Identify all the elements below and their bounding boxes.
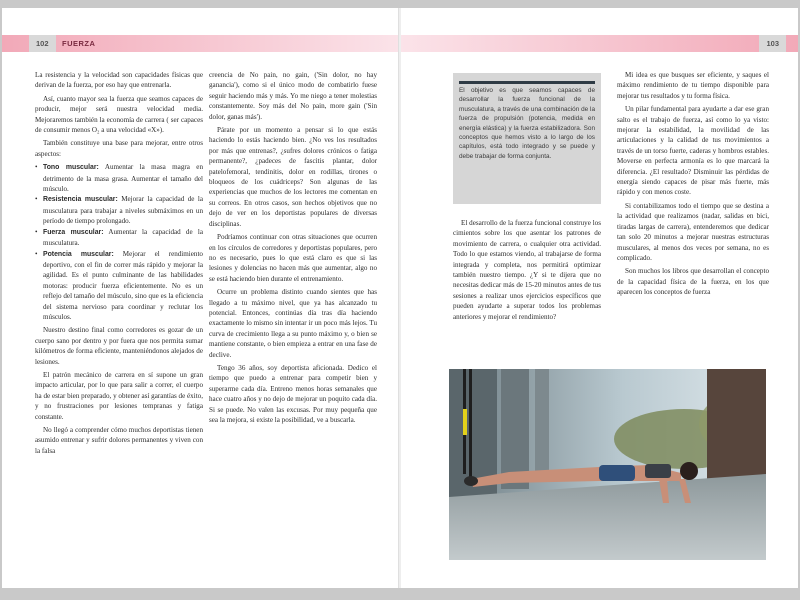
right-page: [401, 8, 798, 588]
list-term: Fuerza muscular:: [43, 228, 104, 236]
paragraph: Mi idea es que busques ser eficiente, y saques el máximo rendimiento de tu tiempo disponible para mejorar tus resultados y tu forma física.: [617, 71, 769, 100]
bullet-list: [35, 162, 203, 322]
right-page-number: 103: [759, 35, 786, 52]
paragraph: No llegó a comprender cómo muchos deportistas tienen asumido entrenar y sufrir dolores permanentes y viven con la falsa: [35, 426, 203, 455]
left-header-band: [2, 35, 399, 52]
left-column-2: [209, 70, 377, 428]
list-term: Resistencia muscular:: [43, 196, 118, 204]
paragraph: El desarrollo de la fuerza funcional construye los cimientos sobre los que asentar los patrones de movimiento de carrera, o cualquier otra actividad. Todo lo que estamos viendo, al trabajarse de forma integrada y completa, nos permitirá optimizar también nuestro tiempo. ¿Y si te dijera que no necesitas dedicar más de 15-20 minutos antes de tus sesiones a realizar unos ejercicios específicos que pueden ayudarte a superar todos los problemas anteriores y mejorar el rendimiento?: [453, 219, 601, 321]
paragraph: Párate por un momento a pensar si lo que estás haciendo lo estás haciendo bien. ¿No ves los resultados por más que entrenas?, ¿sufres dolores crónicos o fatiga permanente?, ¿padeces de fascitis plantar, dolor patelofemoral, tendinitis, dolor en rodillas, tirones o bloqueos de los cuádriceps? Son algunas de las experiencias que muchos de los lectores me comentan en su correos. En otros casos, son hechos objetivos que no dejo de ver en los deportistas populares de diversas disciplinas.: [209, 126, 377, 228]
paragraph: El patrón mecánico de carrera en sí supone un gran impacto articular, por lo que para salir a correr, el cuerpo ha de estar bien preparado, y obtener así garantías de éxito, y no frustraciones por lesiones tempranas y fatiga constante.: [35, 370, 203, 421]
section-title: FUERZA: [62, 39, 96, 48]
paragraph: Ocurre un problema distinto cuando sientes que has llegado a tu máximo nivel, que ya has alcanzado tu potencial. Entonces, continúas día tras día haciendo exactamente lo mismo sin intentar ir un poco más lejos. Tu curva de crecimiento llega a su punto máximo y, o bien se mantiene constante, o bien empieza a entrar en una fase de declive.: [209, 288, 377, 359]
list-item: [35, 227, 203, 249]
list-text: Aumentar la capacidad de la musculatura.: [43, 227, 203, 248]
paragraph: También constituye una base para mejorar, entre otros aspectos:: [35, 139, 203, 158]
paragraph: Podríamos continuar con otras situaciones que ocurren en los círculos de corredores y deportistas populares, pero no es necesario, pues lo que está claro es que si las lesiones y dolencias no hacen más que aumentar, algo no se está haciendo bien durante el entrenamiento.: [209, 233, 377, 283]
callout-box: [453, 73, 601, 204]
list-item: [35, 162, 203, 194]
left-page-number: 102: [29, 35, 56, 52]
right-column-1: [453, 218, 601, 325]
callout-text: El objetivo es que seamos capaces de desarrollar la fuerza funcional de la musculatura, a través de una combinación de la fuerza de propulsión (potencia, medida en energía elástica) y la fuerza estabilizadora. Son conceptos que hemos visto a lo largo de los capítulos, está todo integrado y se puede y debe trabajar de forma conjunta.: [459, 87, 595, 160]
left-page: [2, 8, 399, 588]
paragraph: Si contabilizamos todo el tiempo que se destina a la actividad que realizamos (nadar, salidas en bici, tiradas largas de carrera), entenderemos que dedicar tan solo 20 minutos a mejorar nuestras estructuras musculares, al menos dos veces por semana, no es complicado.: [617, 201, 769, 262]
paragraph: Nuestro destino final como corredores es gozar de un cuerpo sano por dentro y por fuera que nos permita sumar kilómetros de forma eficiente, manteniéndonos alejados de lesiones.: [35, 326, 203, 366]
callout-bar: [459, 81, 595, 84]
list-text: Mejorar la capacidad de la musculatura para trabajar a niveles submáximos en un período de tiempo prolongado.: [43, 195, 203, 226]
right-header-band: [401, 35, 798, 52]
list-term: Tono muscular:: [43, 164, 99, 172]
paragraph: Son muchos los libros que desarrollan el concepto de la capacidad física de la fuerza, en los que aparecen los conceptos de fuerza: [617, 267, 769, 297]
list-item: [35, 249, 203, 323]
workout-photo: [449, 369, 766, 560]
paragraph: Tengo 36 años, soy deportista aficionada. Dedico el tiempo que puedo a entrenar para competir bien y superarme cada día. Entreno menos horas semanales que hace cuatro años y no dejo de mejorar un poquito cada día. Si se puede. No valen las excusas. Por muy pequeña que sea la mejora, si existe la posibilidad, ve a buscarla.: [209, 363, 377, 424]
paragraph: La resistencia y la velocidad son capacidades físicas que derivan de la fuerza, por eso hay que entrenarla.: [35, 71, 203, 90]
right-column-2: [617, 70, 769, 301]
list-text: Mejorar el rendimiento deportivo, con el fin de correr más rápido y mejorar la agilidad. Es el punto culminante de las habilidades motoras: producir fuerza eficientemente. No es un reflejo del tamaño del músculo, sino que es la eficiencia del sistema nervioso para coordinar y reclutar los músculos.: [43, 249, 203, 321]
photo-illustration: [449, 369, 766, 560]
paragraph: Así, cuanto mayor sea la fuerza que seamos capaces de producir, mejor será nuestra velocidad media. Mejoraremos también la economía de carrera ( ser capaces de consumir menos O₂ a una velocidad «X»).: [35, 94, 203, 135]
left-column-1: [35, 70, 203, 459]
list-text: Aumentar la masa magra en detrimento de la masa grasa. Aumentar el tamaño del músculo.: [43, 163, 203, 194]
list-term: Potencia muscular:: [43, 250, 114, 258]
list-item: [35, 194, 203, 226]
paragraph: creencia de No pain, no gain, ('Sin dolor, no hay ganancia'), como si el único modo de combatirlo fuese seguir haciendo más y más. Yo me niego a tener molestias constantemente. Soy más del No pain, more gain ('Sin dolor, ganas más').: [209, 71, 377, 121]
paragraph: Un pilar fundamental para ayudarte a dar ese gran salto es el trabajo de fuerza, así como lo ya visto: mejorar la estabilidad, la movilidad de las articulaciones y la calidad de tus movimientos a través de un torso fuerte, caderas y hombros estables. Moverse en perfecta armonía es lo que marcará la diferencia. ¿El resultado? Disminuir las pérdidas de energía siendo capaces de pisar más fuerte, más rápido y con menos coste.: [617, 105, 769, 197]
